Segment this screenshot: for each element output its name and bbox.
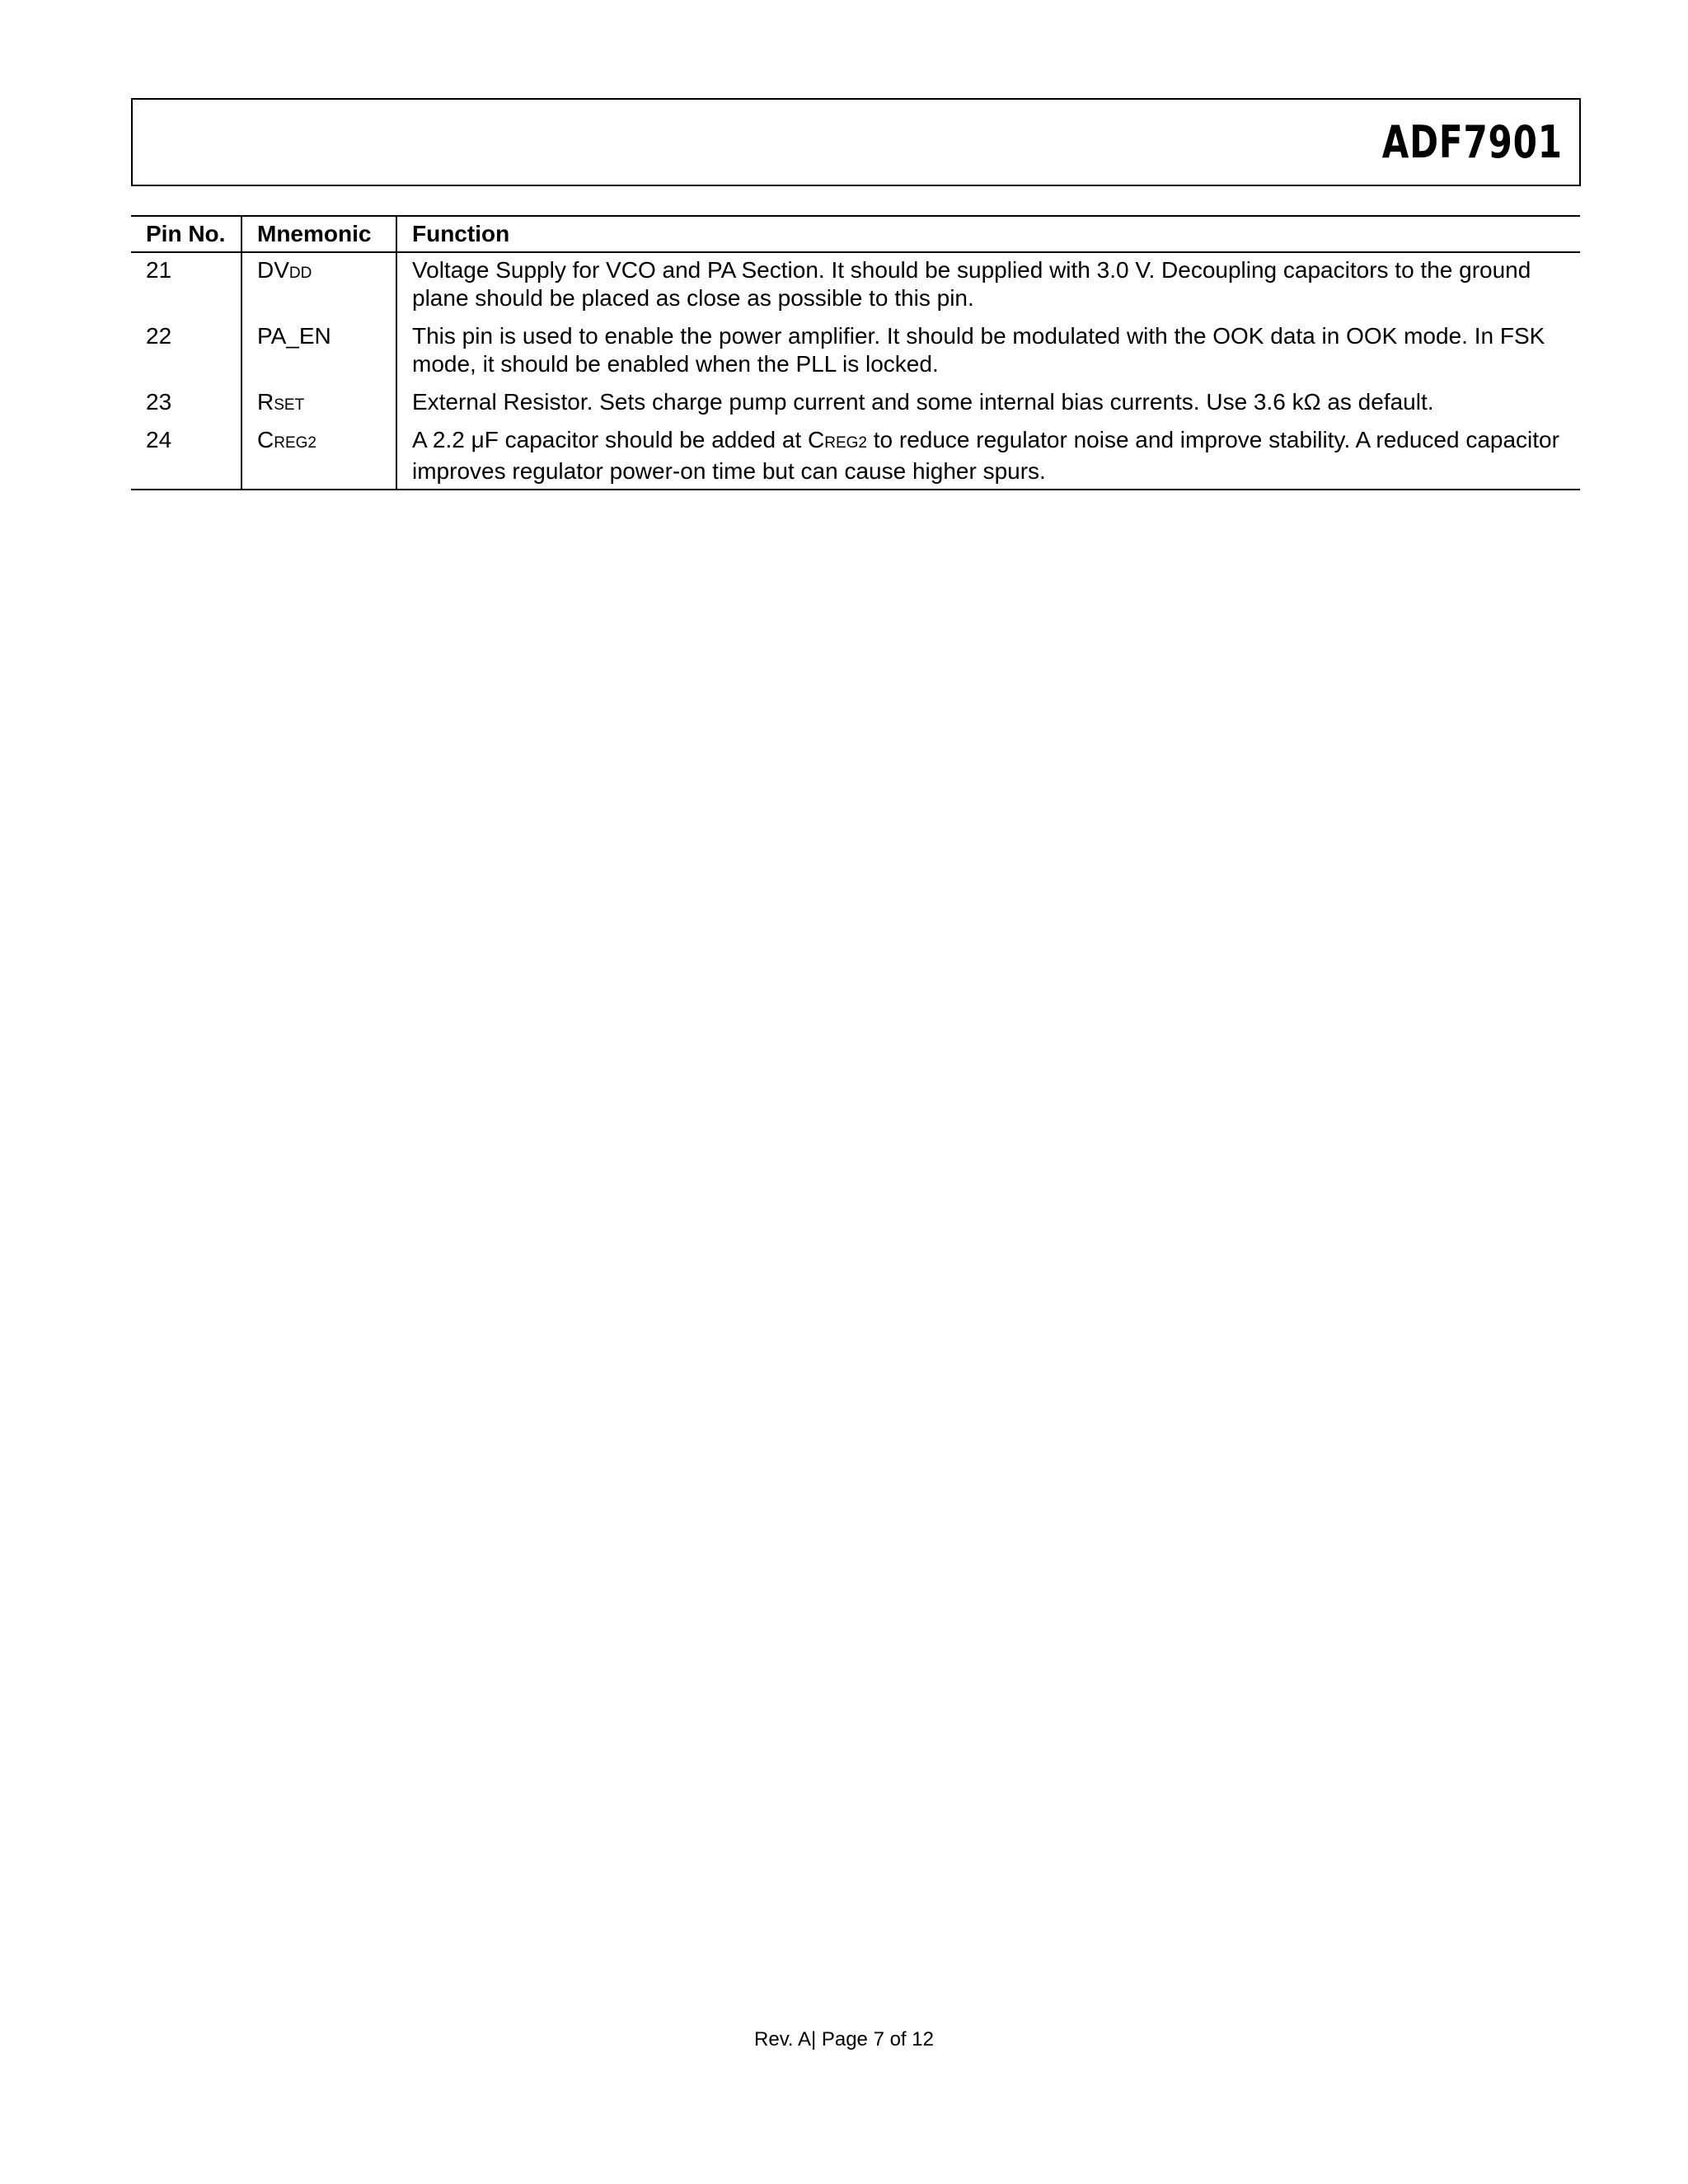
table-row: [131, 252, 1580, 321]
mnemonic: [241, 424, 396, 490]
mnemonic: [241, 321, 396, 387]
function-description: [396, 387, 1580, 424]
pin-number: 23: [146, 389, 172, 415]
mnemonic-subscript: SET: [274, 396, 305, 414]
part-number: ADF7901: [1381, 116, 1563, 168]
mnemonic-subscript: DD: [288, 265, 312, 282]
function-subscript: REG2: [824, 434, 867, 452]
pin-function-table: [131, 215, 1580, 490]
table-header-row: [131, 216, 1580, 252]
mnemonic-main: DV: [257, 257, 289, 283]
page-footer: Rev. A| Page 7 of 12: [754, 2028, 934, 2050]
column-header-mnemonic: Mnemonic: [241, 216, 396, 252]
pin-number: 24: [131, 424, 241, 490]
table-row: [131, 321, 1580, 387]
mnemonic-main: C: [257, 427, 274, 452]
table-row: [131, 387, 1580, 424]
function-text-after: to reduce regulator noise and improve stability. A reduced capacitor improves regulator power-on time but can cause higher spurs.: [412, 427, 1559, 484]
column-header-pin-no: Pin No.: [131, 216, 241, 252]
mnemonic: [241, 387, 396, 424]
mnemonic-subscript: REG2: [274, 434, 316, 452]
mnemonic-main: R: [257, 389, 274, 415]
table-row: [131, 424, 1580, 490]
function-text: This pin is used to enable the power amplifier. It should be modulated with the OOK data in OOK mode. In FSK mode, it should be enabled when the PLL is locked.: [412, 323, 1545, 377]
pin-number: 22: [146, 323, 172, 349]
pin-number: 21: [146, 257, 172, 283]
mnemonic-main: PA_EN: [257, 323, 331, 349]
function-description: [396, 321, 1580, 387]
function-text: A 2.2 μF capacitor should be added at C: [412, 427, 825, 452]
function-text: External Resistor. Sets charge pump current and some internal bias currents. Use 3.6 kΩ as default.: [412, 389, 1434, 415]
column-header-function: Function: [396, 216, 1580, 252]
function-description: [396, 424, 1580, 490]
header-box: [131, 98, 1581, 186]
function-text: Voltage Supply for VCO and PA Section. It should be supplied with 3.0 V. Decoupling capacitors to the ground plane should be placed as close as possible to this pin.: [412, 257, 1531, 311]
function-description: [396, 252, 1580, 321]
mnemonic: [241, 252, 396, 321]
